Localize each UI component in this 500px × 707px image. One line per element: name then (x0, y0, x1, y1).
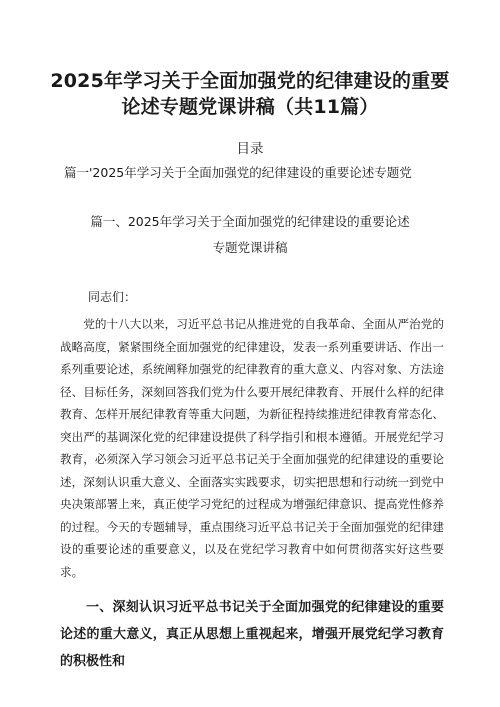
body-paragraph: 党的十八大以来，习近平总书记从推进党的自我革命、全面从严治党的战略高度，紧紧围绕全面加强党的纪律建设，发表一系列重要讲话、作出一系列重要论述，系统阐释加强党的纪律教育的重大意义、内容对象、方法途径、目标任务，深刻回答我们党为什么要开展纪律教育、开展什么样的纪律教育、怎样开展纪律教育等重大问题，为新征程持续推进纪律教育常态化、突出严的基调深化党的纪律建设提供了科学指引和根本遵循。开展党纪学习教育，必须深入学习领会习近平总书记关于全面加强党的纪律建设的重要论述，深刻认识重大意义、全面落实实践要求，切实把思想和行动统一到党中央决策部署上来，真正使学习党纪的过程成为增强纪律意识、提高党性修养的过程。今天的专题辅导，重点围绕习近平总书记关于全面加强党的纪律建设的重要论述的重要意义，以及在党纪学习教育中如何贯彻落实好这些要求。 (60, 317, 444, 579)
section-title-line-2: 专题党课讲稿 (212, 240, 288, 255)
toc-heading: 目录 (236, 141, 264, 157)
section-title-line-1: 篇一、2025年学习关于全面加强党的纪律建设的重要论述 (90, 214, 410, 229)
document-title-line-1: 2025年学习关于全面加强党的纪律建设的重要 (50, 70, 450, 92)
greeting: 同志们： (88, 290, 137, 304)
toc-item-1[interactable]: 篇一'2025年学习关于全面加强党的纪律建设的重要论述专题党 (64, 165, 412, 180)
section-heading-1: 一、深刻认识习近平总书记关于全面加强党的纪律建设的重要论述的重大意义，真正从思想上重视起来，增强开展党纪学习教育的积极性和 (60, 600, 444, 669)
document-title-line-2: 论述专题党课讲稿（共11篇） (121, 96, 379, 118)
